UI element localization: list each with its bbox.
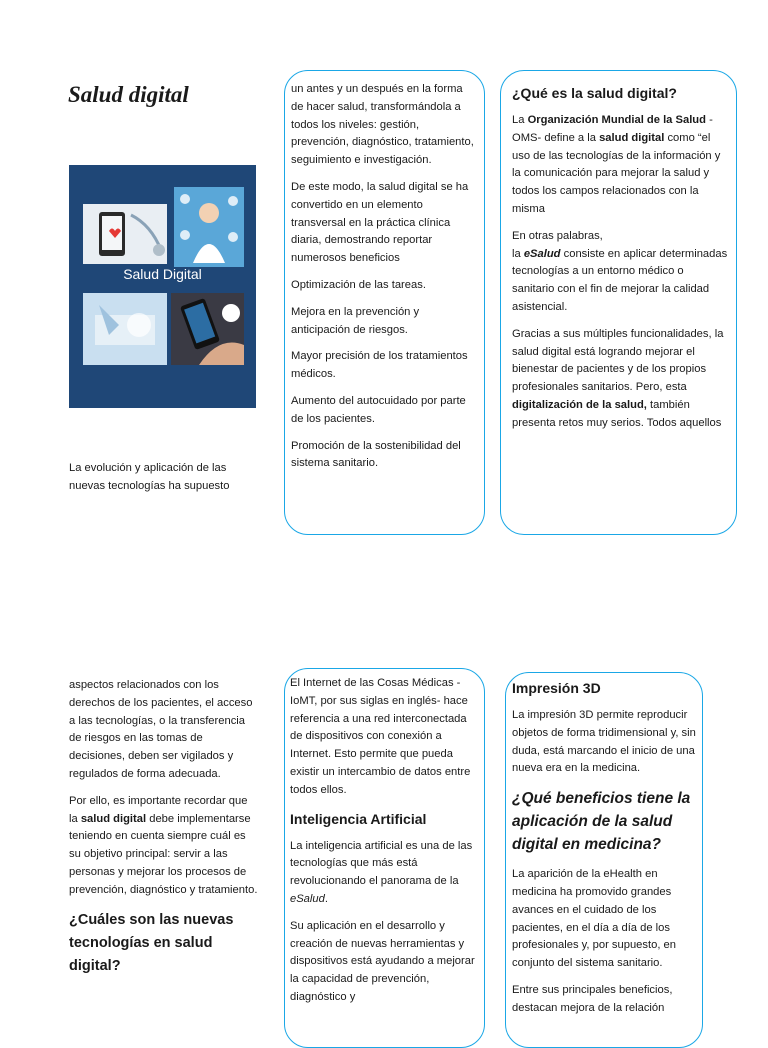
benefit-item: Optimización de las tareas.	[291, 278, 426, 291]
intro-paragraph: La evolución y aplicación de las nuevas tecnologías ha supuesto	[69, 462, 230, 492]
paragraph: Su aplicación en el desarrollo y creación de nuevas herramientas y dispositivos está ayudando a mejorar la capacidad de prevención, diagnóstico y	[290, 919, 475, 1003]
paragraph: El Internet de las Cosas Médicas - IoMT, por sus siglas en inglés- hace referencia a una red interconectada de dispositivos con conexión a Internet. Esto permite que pueda existir un intercambio de datos entre todos ellos.	[290, 677, 471, 796]
column-definition	[512, 83, 728, 442]
cover-caption: Salud Digital	[123, 266, 202, 282]
column-benefits	[291, 81, 477, 482]
paragraph: La Organización Mundial de la Salud -OMS- define a la salud digital como “el uso de las tecnologías de la información y la comunicación para mejorar la salud y todos los campos relacionados con la misma	[512, 114, 721, 215]
paragraph: En otras palabras, la eSalud consiste en aplicar determinadas tecnologías a un entorno médico o sanitario con el fin de mejorar la calidad asistencial.	[512, 229, 728, 313]
paragraph: La inteligencia artificial es una de las tecnologías que más está revolucionando el panorama de la eSalud.	[290, 839, 473, 905]
cover-image	[69, 165, 256, 408]
section-heading: ¿Cuáles son las nuevas tecnologías en salud digital?	[69, 911, 234, 974]
benefit-item: Promoción de la sostenibilidad del sistema sanitario.	[291, 439, 461, 470]
paragraph: Por ello, es importante recordar que la salud digital debe implementarse teniendo en cuenta siempre cuál es su objetivo principal: servir a las personas y mejorar los procesos de prevención, diagnóstico y tratamiento.	[69, 794, 258, 896]
intro-text	[69, 460, 259, 505]
column-3d	[512, 678, 698, 1027]
paragraph: un antes y un después en la forma de hacer salud, transformándola a todos los niveles: gestión, prevención, diagnóstico, tratamiento, seguimiento e investigación.	[291, 83, 474, 167]
paragraph: La aparición de la eHealth en medicina ha promovido grandes avances en el cuidado de los pacientes, en el día a día de los profesionales y, por supuesto, en conjunto del sistema sanitario.	[512, 868, 676, 970]
section-heading: Impresión 3D	[512, 680, 601, 696]
paragraph: Entre sus principales beneficios, destacan mejora de la relación	[512, 983, 673, 1014]
section-heading: ¿Qué es la salud digital?	[512, 85, 677, 101]
benefit-item: Aumento del autocuidado por parte de los pacientes.	[291, 394, 466, 425]
cover-illustration	[69, 165, 256, 408]
column-iot	[290, 675, 478, 1016]
benefit-item: Mayor precisión de los tratamientos médicos.	[291, 350, 468, 381]
paragraph: Gracias a sus múltiples funcionalidades, la salud digital está logrando mejorar el bienestar de pacientes y de los propios profesionales sanitarios. Pero, esta digitalización de la salud, también presenta retos muy serios. Todos aquellos	[512, 327, 724, 429]
paragraph: La impresión 3D permite reproducir objetos de forma tridimensional y, sin duda, está marcando el inicio de una nueva era en la medicina.	[512, 709, 696, 775]
column-rights	[69, 677, 259, 987]
section-heading: Inteligencia Artificial	[290, 810, 427, 827]
section-heading-italic: ¿Qué beneficios tiene la aplicación de la salud digital en medicina?	[512, 790, 691, 854]
paragraph: De este modo, la salud digital se ha convertido en un elemento transversal en la práctica clínica diaria, demostrando reportar numerosos beneficios	[291, 180, 469, 265]
document-title: Salud digital	[68, 82, 189, 107]
paragraph: aspectos relacionados con los derechos de los pacientes, el acceso a las tecnologías, o la transferencia de riesgos en las tomas de decisiones, deben ser vigilados y regulados de forma adecuada.	[69, 679, 253, 780]
benefit-item: Mejora en la prevención y anticipación de riesgos.	[291, 305, 420, 336]
